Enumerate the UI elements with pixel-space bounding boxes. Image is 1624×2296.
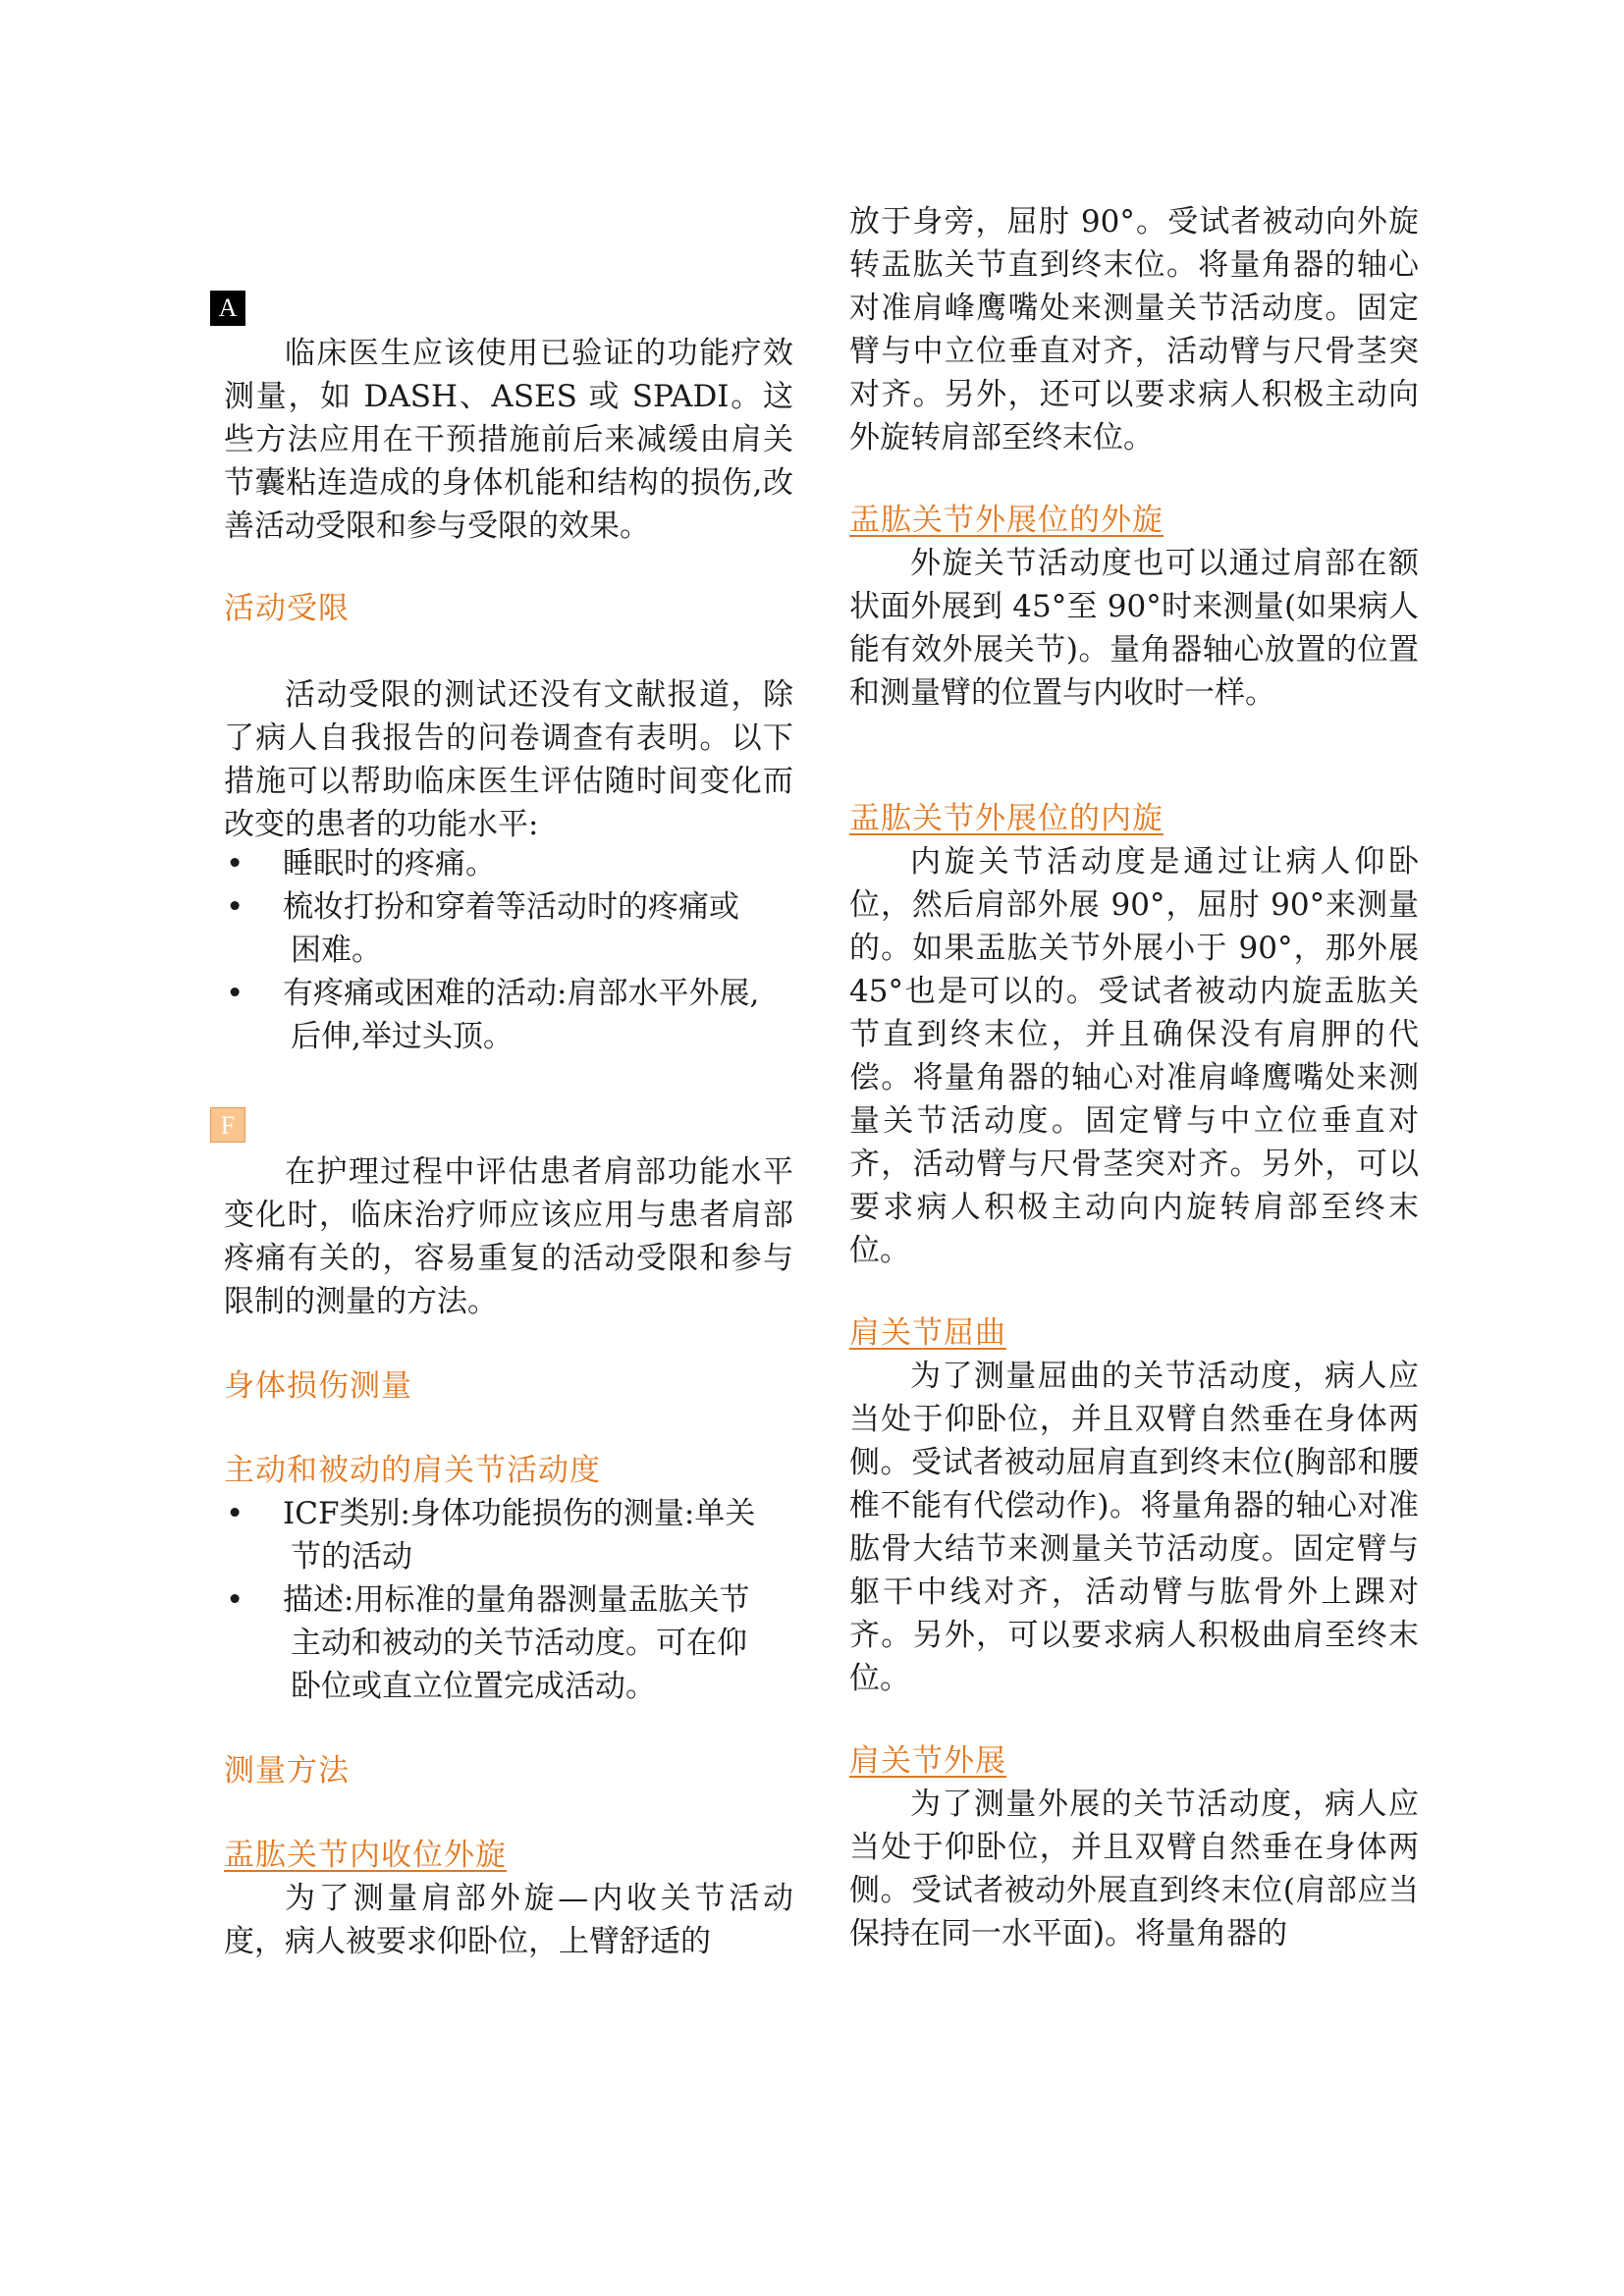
paragraph-er-adducted: 为了测量肩部外旋—内收关节活动度，病人被要求仰卧位，上臂舒适的 — [224, 1881, 793, 1959]
heading-er-adducted: 盂肱关节内收位外旋 — [224, 1838, 507, 1873]
paragraph-er-abducted: 外旋关节活动度也可以通过肩部在额状面外展到 45°至 90°时来测量(如果病人能有效外展关节)。量角器轴心放置的位置和测量臂的位置与内收时一样。 — [849, 546, 1419, 711]
rom-bullet-list — [224, 1492, 793, 1708]
heading-active-passive-rom: 主动和被动的肩关节活动度 — [224, 1453, 601, 1488]
heading-er-abducted: 盂肱关节外展位的外旋 — [849, 503, 1164, 538]
list-item: • 有疼痛或困难的活动:肩部水平外展, 后伸,举过头顶。 — [226, 976, 760, 1054]
list-item: • 描述:用标准的量角器测量盂肱关节 主动和被动的关节活动度。可在仰 卧位或直立位置完成活动。 — [226, 1582, 750, 1704]
paragraph-function-level: 在护理过程中评估患者肩部功能水平变化时，临床治疗师应该应用与患者肩部疼痛有关的，容易重复的活动受限和参与限制的测量的方法。 — [224, 1154, 793, 1319]
activity-bullet-list — [224, 842, 793, 1058]
heading-ir-abducted: 盂肱关节外展位的内旋 — [849, 801, 1164, 836]
paragraph-shoulder-flexion: 为了测量屈曲的关节活动度，病人应当处于仰卧位，并且双臂自然垂在身体两侧。受试者被动屈肩直到终末位(胸部和腰椎不能有代偿动作)。将量角器的轴心对准肱骨大结节来测量关节活动度。固定臂与躯干中线对齐，活动臂与肱骨外上踝对齐。另外，可以要求病人积极曲肩至终末位。 — [849, 1359, 1419, 1696]
heading-body-impairment: 身体损伤测量 — [224, 1368, 412, 1404]
heading-shoulder-abduction: 肩关节外展 — [849, 1743, 1006, 1779]
list-item: • 梳妆打扮和穿着等活动时的疼痛或 困难。 — [226, 889, 739, 968]
list-item: • ICF类别:身体功能损伤的测量:单关 节的活动 — [226, 1496, 756, 1575]
paragraph-outcome-measures: 临床医生应该使用已验证的功能疗效测量，如 DASH、ASES 或 SPADI。这些方法应用在干预措施前后来减缓由肩关节囊粘连造成的身体机能和结构的损伤,改善活动受限和参与受限的效果。 — [224, 336, 793, 544]
paragraph-ir-abducted: 内旋关节活动度是通过让病人仰卧位，然后肩部外展 90°，屈肘 90°来测量的。如果盂肱关节外展小于 90°，那外展 45°也是可以的。受试者被动内旋盂肱关节直到终末位，并且确保没有肩胛的代偿。将量角器的轴心对准肩峰鹰嘴处来测量关节活动度。固定臂与中立位垂直对齐，活动臂与尺骨茎突对齐。另外，可以要求病人积极主动向内旋转肩部至终末位。 — [849, 844, 1419, 1268]
grade-f-badge: F — [210, 1107, 245, 1143]
heading-shoulder-flexion: 肩关节屈曲 — [849, 1315, 1006, 1351]
paragraph-er-adducted-cont: 放于身旁，屈肘 90°。受试者被动向外旋转盂肱关节直到终末位。将量角器的轴心对准肩峰鹰嘴处来测量关节活动度。固定臂与中立位垂直对齐，活动臂与尺骨茎突对齐。另外，还可以要求病人积极主动向外旋转肩部至终末位。 — [849, 204, 1419, 455]
grade-a-badge: A — [210, 291, 245, 326]
heading-measurement-method: 测量方法 — [224, 1753, 350, 1789]
paragraph-activity-limitation: 活动受限的测试还没有文献报道，除了病人自我报告的问卷调查有表明。以下措施可以帮助临床医生评估随时间变化而改变的患者的功能水平: — [224, 677, 793, 842]
heading-activity-limitation: 活动受限 — [224, 591, 350, 626]
paragraph-shoulder-abduction: 为了测量外展的关节活动度，病人应当处于仰卧位，并且双臂自然垂在身体两侧。受试者被动外展直到终末位(肩部应当保持在同一水平面)。将量角器的 — [849, 1787, 1419, 1951]
list-item: • 睡眠时的疼痛。 — [226, 846, 496, 881]
